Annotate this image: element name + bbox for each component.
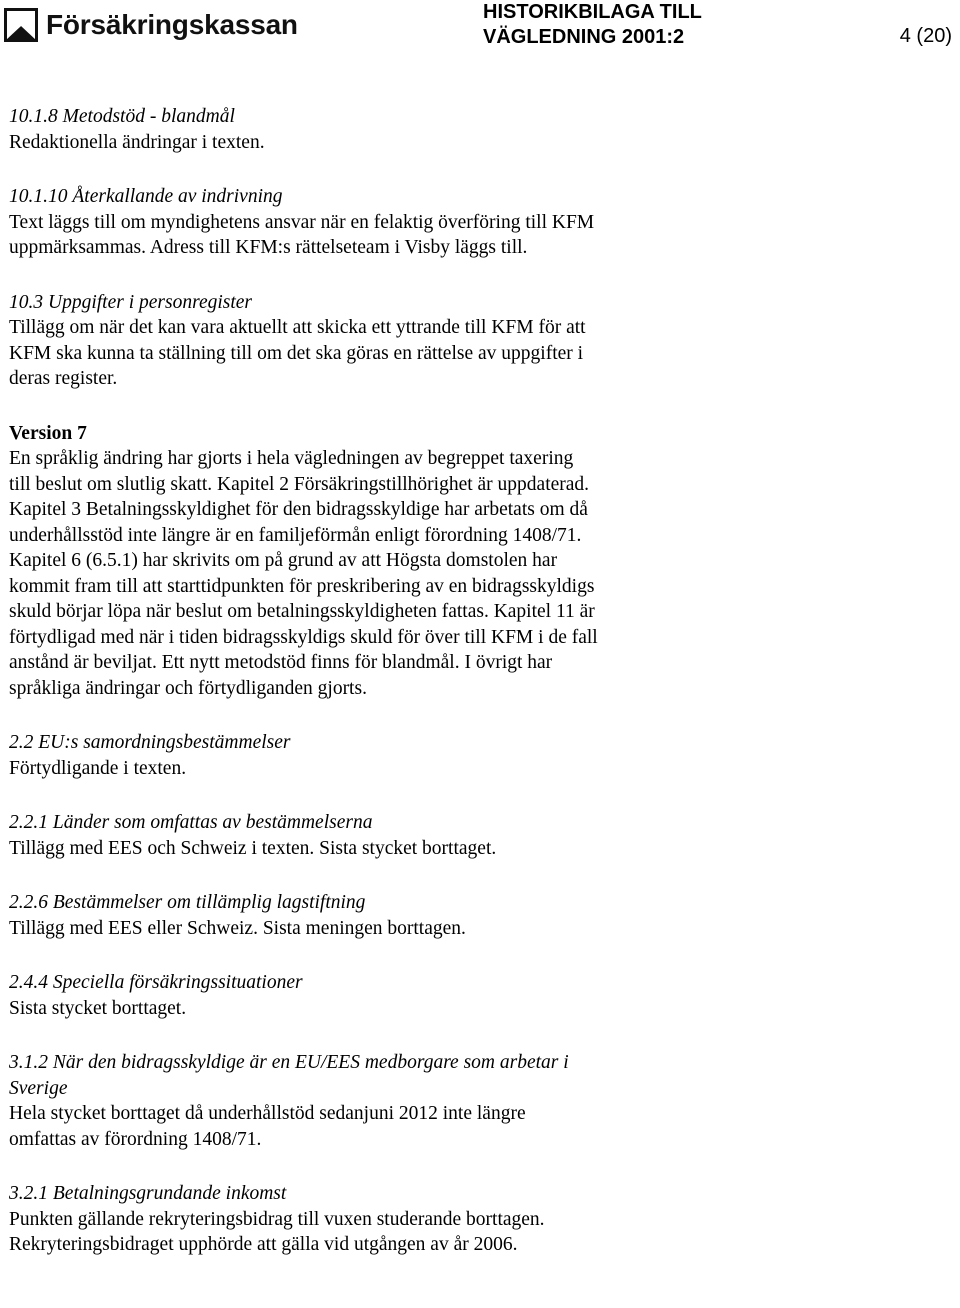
section-text-line: Redaktionella ändringar i texten. — [9, 131, 265, 153]
section-heading: 10.1.8 Metodstöd - blandmål — [9, 106, 235, 127]
section-3-2-1 — [9, 1181, 939, 1258]
section-heading-continued: Sverige — [9, 1077, 68, 1099]
section-heading: 10.1.10 Återkallande av indrivning — [9, 186, 283, 207]
section-heading: 2.2.6 Bestämmelser om tillämplig lagstiftning — [9, 892, 366, 913]
section-heading: 3.1.2 När den bidragsskyldige är en EU/EES medborgare som arbetar i — [9, 1052, 569, 1073]
section-text-line: Hela stycket borttaget då underhållstöd sedanjuni 2012 inte längre — [9, 1103, 526, 1124]
section-text-line: kommit fram till att starttidpunkten för preskribering av en bidragsskyldigs — [9, 575, 595, 597]
section-text-line: skuld börjar löpa när beslut om betalningsskyldigheten fattas. Kapitel 11 är — [9, 601, 595, 622]
section-text-line: Kapitel 3 Betalningsskyldighet för den bidragsskyldige har arbetats om då — [9, 499, 588, 520]
section-text-line: Tillägg med EES eller Schweiz. Sista meningen borttagen. — [9, 917, 466, 939]
section-text-line: deras register. — [9, 368, 118, 389]
section-text-line: underhållsstöd inte längre är en familjeförmån enligt förordning 1408/71. — [9, 524, 582, 546]
section-10-3 — [9, 290, 939, 392]
section-text-line: omfattas av förordning 1408/71. — [9, 1128, 262, 1150]
section-2-2 — [9, 730, 939, 781]
version-heading: Version 7 — [9, 422, 87, 444]
section-2-4-4 — [9, 970, 939, 1021]
section-text-line: anstånd är beviljat. Ett nytt metodstöd finns för blandmål. I övrigt har — [9, 652, 553, 673]
logo — [4, 8, 298, 42]
page-number: 4 (20) — [899, 25, 952, 47]
section-text-line: Förtydligande i texten. — [9, 757, 187, 779]
section-version-7 — [9, 421, 939, 702]
section-10-1-8 — [9, 104, 939, 155]
section-text-line: till beslut om slutlig skatt. Kapitel 2 Försäkringstillhörighet är uppdaterad. — [9, 473, 590, 495]
section-text-line: Tillägg om när det kan vara aktuellt att skicka ett yttrande till KFM för att — [9, 317, 586, 338]
document-title-line-2: VÄGLEDNING 2001:2 — [483, 26, 685, 48]
section-text-line: förtydligad med när i tiden bidragsskyldigs skuld för över till KFM i de fall — [9, 626, 598, 648]
logo-text: Försäkringskassan — [46, 9, 298, 40]
section-text-line: språkliga ändringar och förtydliganden gjorts. — [9, 677, 367, 699]
section-heading: 2.4.4 Speciella försäkringssituationer — [9, 972, 303, 993]
forsakringskassan-logo-icon — [4, 8, 38, 42]
section-text-line: En språklig ändring har gjorts i hela vägledningen av begreppet taxering — [9, 448, 574, 469]
section-text-line: KFM ska kunna ta ställning till om det ska göras en rättelse av uppgifter i — [9, 342, 584, 364]
section-heading: 3.2.1 Betalningsgrundande inkomst — [9, 1183, 287, 1204]
section-heading: 10.3 Uppgifter i personregister — [9, 291, 253, 313]
section-3-1-2 — [9, 1050, 939, 1152]
document-title-line-1: HISTORIKBILAGA TILL — [483, 1, 702, 23]
document-title — [483, 0, 702, 50]
section-10-1-10 — [9, 184, 939, 261]
section-text-line: Punkten gällande rekryteringsbidrag till vuxen studerande borttagen. — [9, 1208, 545, 1230]
document-body — [9, 104, 939, 1258]
section-text-line: Sista stycket borttaget. — [9, 997, 187, 1019]
section-2-2-1 — [9, 810, 939, 861]
section-heading: 2.2.1 Länder som omfattas av bestämmelserna — [9, 812, 373, 833]
page-header — [0, 0, 960, 56]
section-heading: 2.2 EU:s samordningsbestämmelser — [9, 732, 291, 753]
section-text-line: uppmärksammas. Adress till KFM:s rättelseteam i Visby läggs till. — [9, 237, 528, 258]
section-text-line: Tillägg med EES och Schweiz i texten. Sista stycket borttaget. — [9, 837, 497, 859]
section-text-line: Text läggs till om myndighetens ansvar när en felaktig överföring till KFM — [9, 211, 595, 233]
section-2-2-6 — [9, 890, 939, 941]
section-text-line: Kapitel 6 (6.5.1) har skrivits om på grund av att Högsta domstolen har — [9, 550, 558, 571]
section-text-line: Rekryteringsbidraget upphörde att gälla vid utgången av år 2006. — [9, 1234, 518, 1255]
